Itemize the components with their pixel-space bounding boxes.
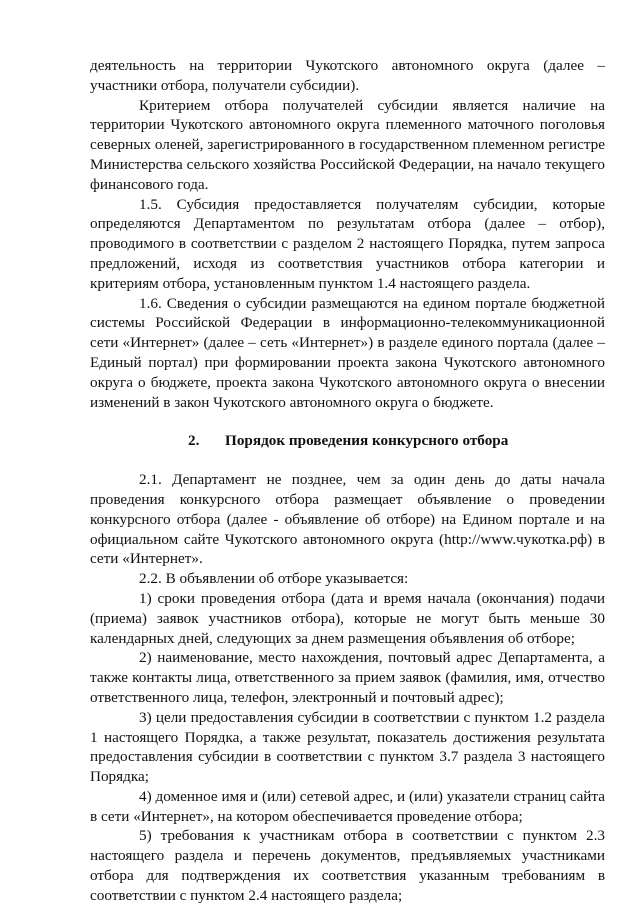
list-item-3: 3) цели предоставления субсидии в соответствии с пунктом 1.2 раздела 1 настоящего Порядка, а также результат, показатель достижения результата предоставления субсидии в соответствии с пунктом 3.7 раздела 3 настоящего Порядка;	[90, 708, 605, 786]
paragraph-2-1: 2.1. Департамент не позднее, чем за один день до даты начала проведения конкурсного отбора размещает объявление о проведении конкурсного отбора (далее - объявление об отборе) на Едином портале и на официальном сайте Чукотского автономного округа (http://www.чукотка.рф) в сети «Интернет».	[90, 471, 605, 568]
section-title: Порядок проведения конкурсного отбора	[225, 432, 509, 450]
paragraph-2-2: 2.2. В объявлении об отборе указывается:	[139, 570, 409, 588]
document-page	[90, 56, 605, 906]
list-item-4: 4) доменное имя и (или) сетевой адрес, и (или) указатели страниц сайта в сети «Интернет», на котором обеспечивается проведение отбора;	[90, 787, 605, 825]
section-number: 2.	[188, 432, 200, 450]
paragraph-continuation: деятельность на территории Чукотского автономного округа (далее – участники отбора, получатели субсидии).	[90, 57, 605, 94]
section-heading	[90, 431, 605, 451]
paragraph-1-6: 1.6. Сведения о субсидии размещаются на едином портале бюджетной системы Российской Федерации в информационно-телекоммуникационной сети «Интернет» (далее – сеть «Интернет») в разделе единого портала (далее – Единый портал) при формировании проекта закона Чукотского автономного округа о бюджете, проекта закона Чукотского автономного округа о внесении изменений в закон Чукотского автономного округа о бюджете.	[90, 294, 605, 411]
list-item-2: 2) наименование, место нахождения, почтовый адрес Департамента, а также контакты лица, ответственного за прием заявок (фамилия, имя, отчество ответственного лица, телефон, электронный и почтовый адрес);	[90, 649, 605, 706]
paragraph-1-5: 1.5. Субсидия предоставляется получателям субсидии, которые определяются Департаментом по результатам отбора (далее – отбор), проводимого в соответствии с разделом 2 настоящего Порядка, путем запроса предложений, исходя из соответствия участников отбора категории и критериям отбора, установленным пунктом 1.4 настоящего раздела.	[90, 195, 605, 292]
list-item-5: 5) требования к участникам отбора в соответствии с пунктом 2.3 настоящего раздела и перечень документов, предъявляемых участниками отбора для подтверждения их соответствия указанным требованиям в соответствии с пунктом 2.4 настоящего раздела;	[90, 827, 605, 904]
paragraph-selection-criterion: Критерием отбора получателей субсидии является наличие на территории Чукотского автономного округа племенного маточного поголовья северных оленей, зарегистрированного в государственном племенном регистре Министерства сельского хозяйства Российской Федерации, на начало текущего финансового года.	[90, 96, 605, 193]
list-item-1: 1) сроки проведения отбора (дата и время начала (окончания) подачи (приема) заявок участников отбора), которые не могут быть меньше 30 календарных дней, следующих за днем размещения объявления об отборе;	[90, 589, 605, 647]
